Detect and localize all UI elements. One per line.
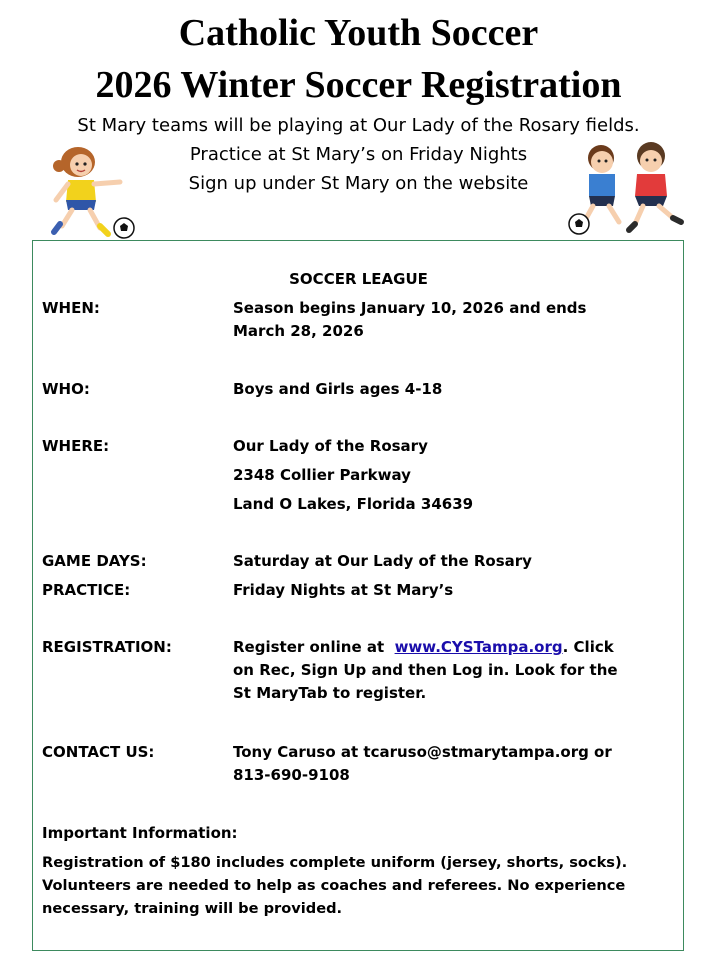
flyer-title: Catholic Youth Soccer bbox=[178, 12, 539, 54]
intro-line-practice: Practice at St Mary’s on Friday Nights bbox=[189, 144, 528, 165]
contact-label: CONTACT US: bbox=[42, 743, 155, 761]
boys-soccer-players-icon bbox=[563, 138, 693, 238]
registration-line-1 bbox=[233, 636, 614, 659]
where-line-1: Our Lady of the Rosary bbox=[233, 437, 428, 455]
game-days-label: GAME DAYS: bbox=[42, 552, 147, 570]
contact-line-1: Tony Caruso at tcaruso@stmarytampa.org or bbox=[233, 743, 612, 761]
where-label: WHERE: bbox=[42, 437, 110, 455]
registration-label: REGISTRATION: bbox=[42, 638, 172, 656]
where-line-3: Land O Lakes, Florida 34639 bbox=[233, 495, 474, 513]
girl-soccer-player-icon bbox=[50, 140, 140, 240]
when-label: WHEN: bbox=[42, 299, 100, 317]
intro-line-fields: St Mary teams will be playing at Our Lady of the Rosary fields. bbox=[77, 115, 640, 136]
flyer-subtitle: 2026 Winter Soccer Registration bbox=[95, 64, 622, 106]
cystampa-link[interactable]: www.CYSTampa.org bbox=[394, 638, 563, 656]
important-info-heading: Important Information: bbox=[42, 824, 238, 842]
registration-text-post: . Click bbox=[562, 638, 614, 656]
registration-line-2: on Rec, Sign Up and then Log in. Look for the bbox=[233, 661, 618, 679]
league-heading: SOCCER LEAGUE bbox=[289, 270, 428, 288]
when-line-2: March 28, 2026 bbox=[233, 322, 364, 340]
info-line-2: Volunteers are needed to help as coaches and referees. No experience bbox=[42, 877, 626, 894]
info-line-3: necessary, training will be provided. bbox=[42, 900, 343, 917]
who-label: WHO: bbox=[42, 380, 90, 398]
when-line-1: Season begins January 10, 2026 and ends bbox=[233, 299, 587, 317]
intro-line-signup: Sign up under St Mary on the website bbox=[188, 173, 529, 194]
where-line-2: 2348 Collier Parkway bbox=[233, 466, 411, 484]
who-value: Boys and Girls ages 4-18 bbox=[233, 380, 443, 398]
practice-label: PRACTICE: bbox=[42, 581, 131, 599]
registration-text-pre: Register online at bbox=[233, 638, 395, 656]
contact-line-2: 813-690-9108 bbox=[233, 766, 350, 784]
game-days-value: Saturday at Our Lady of the Rosary bbox=[233, 552, 532, 570]
registration-line-3: St MaryTab to register. bbox=[233, 684, 427, 702]
practice-value: Friday Nights at St Mary’s bbox=[233, 581, 454, 599]
info-line-1: Registration of $180 includes complete uniform (jersey, shorts, socks). bbox=[42, 854, 628, 871]
